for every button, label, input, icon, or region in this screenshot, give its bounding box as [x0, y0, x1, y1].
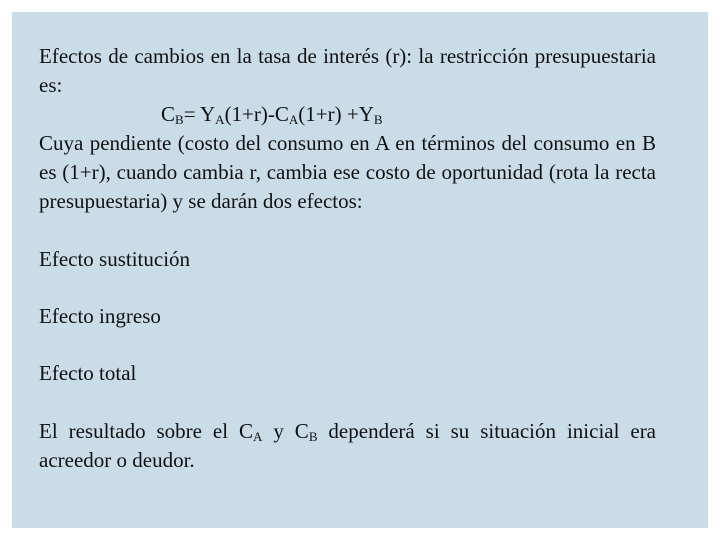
- formula-part: C: [161, 102, 176, 126]
- formula-part: (1+r) +Y: [298, 102, 374, 126]
- conclusion-subscript: A: [253, 429, 263, 444]
- formula-subscript: B: [175, 112, 184, 127]
- formula-part: = Y: [183, 102, 216, 126]
- slide-content: [39, 42, 656, 475]
- effect-income: Efecto ingreso: [39, 304, 161, 328]
- formula-subscript: A: [288, 112, 299, 127]
- conclusion-part: El resultado sobre el C: [39, 419, 254, 443]
- conclusion-part: dependerá si su situación inicial era acreedor o deudor.: [39, 419, 657, 472]
- conclusion-subscript: B: [308, 429, 318, 444]
- budget-constraint-formula: [39, 100, 656, 129]
- formula-part: (1+r)-C: [224, 102, 289, 126]
- conclusion-paragraph: [39, 417, 656, 475]
- slide-panel: [12, 12, 708, 528]
- effect-substitution: Efecto sustitución: [39, 247, 191, 271]
- intro-paragraph: Efectos de cambios en la tasa de interés (r): la restricción presupuestaria es:: [39, 44, 656, 97]
- effect-total: Efecto total: [39, 361, 137, 385]
- formula-subscript: B: [373, 112, 383, 127]
- formula-subscript: A: [215, 112, 225, 127]
- conclusion-part: y C: [262, 419, 309, 443]
- explanation-paragraph: Cuya pendiente (costo del consumo en A en términos del consumo en B es (1+r), cuando cambia r, cambia ese costo de oportunidad (rota la recta presupuestaria) y se darán dos efectos:: [39, 131, 656, 213]
